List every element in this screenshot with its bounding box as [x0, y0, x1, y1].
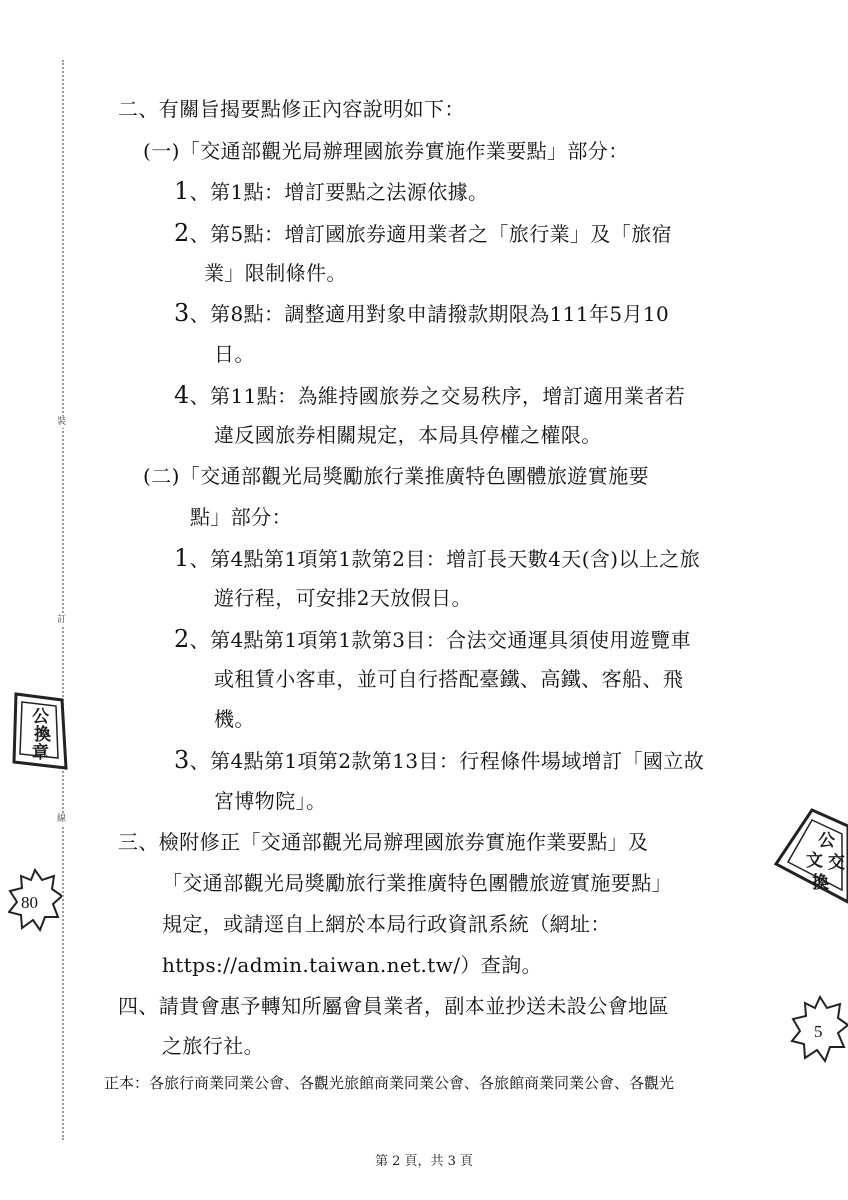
item-text: 、第8點：調整適用對象申請撥款期限為111年5月10: [189, 302, 670, 326]
page-count-gear-right-icon: [790, 995, 848, 1065]
binding-mark-xian: 線: [57, 814, 67, 824]
binding-mark-zhuang: 裝: [57, 417, 67, 427]
section2-heading: 二、有關旨揭要點修正內容說明如下：: [118, 97, 465, 121]
section3-line-1: 三、檢附修正「交通部觀光局辦理國旅券實施作業要點」及: [118, 830, 649, 854]
item-number: 2: [174, 625, 190, 653]
item-number: 1: [174, 177, 190, 205]
item-number: 3: [174, 299, 190, 327]
part1-item-4-cont: 違反國旅券相關規定，本局具停權之權限。: [214, 423, 602, 447]
part1-item-2: [174, 220, 672, 247]
item-text: 、第1點：增訂要點之法源依據。: [189, 180, 489, 204]
item-number: 4: [174, 381, 190, 409]
part1-item-3: [174, 300, 669, 327]
part2-item-2-cont2: 機。: [214, 707, 255, 731]
part2-item-3: [174, 747, 704, 774]
part1-item-3-cont: 日。: [214, 342, 255, 366]
svg-text:換: 換: [812, 873, 829, 893]
page-number: 第 2 頁，共 3 頁: [374, 1154, 474, 1169]
part2-item-2: [174, 626, 691, 653]
svg-text:章: 章: [32, 743, 49, 763]
right-number: 5: [814, 1022, 823, 1041]
part2-item-1: [174, 545, 700, 572]
binding-mark-ding: 訂: [57, 615, 67, 625]
part1-item-4: [174, 382, 685, 409]
section3-line-2: 「交通部觀光局獎勵旅行業推廣特色團體旅遊實施要點」: [162, 871, 672, 895]
part2-heading: (二)「交通部觀光局獎勵旅行業推廣特色團體旅遊實施要: [143, 464, 650, 488]
part2-item-1-cont: 遊行程，可安排2天放假日。: [214, 586, 472, 610]
exchange-seal-right-icon: [772, 806, 848, 906]
svg-text:文: 文: [806, 851, 823, 871]
part1-item-2-cont: 業」限制條件。: [204, 261, 347, 285]
section4-line-1: 四、請貴會惠予轉知所屬會員業者，副本並抄送未設公會地區: [118, 994, 669, 1018]
part1-heading: (一)「交通部觀光局辦理國旅券實施作業要點」部分：: [143, 139, 629, 163]
part1-item-1: [174, 178, 488, 205]
section3-url: https://admin.taiwan.net.tw/）查詢。: [162, 953, 543, 977]
item-text: 、第5點：增訂國旅券適用業者之「旅行業」及「旅宿: [189, 222, 672, 246]
part2-heading-cont: 點」部分：: [190, 505, 292, 529]
svg-text:交: 交: [828, 853, 845, 873]
exchange-seal-left-icon: [10, 690, 68, 774]
binding-dotted-line: [62, 60, 64, 1140]
left-number: 80: [21, 893, 38, 912]
item-text: 、第11點：為維持國旅券之交易秩序，增訂適用業者若: [189, 384, 686, 408]
page-count-gear-left-icon: [8, 868, 62, 934]
cc-recipients: 正本：各旅行商業同業公會、各觀光旅館商業同業公會、各旅館商業同業公會、各觀光: [104, 1074, 675, 1092]
part2-item-2-cont: 或租賃小客車，並可自行搭配臺鐵、高鐵、客船、飛: [214, 667, 684, 691]
svg-text:公: 公: [818, 831, 835, 851]
svg-text:換: 換: [34, 725, 51, 745]
section4-line-2: 之旅行社。: [162, 1034, 264, 1058]
item-number: 1: [174, 544, 190, 572]
svg-text:公: 公: [32, 707, 49, 727]
item-text: 、第4點第1項第1款第3目：合法交通運具須使用遊覽車: [189, 628, 691, 652]
item-text: 、第4點第1項第1款第2目：增訂長天數4天(含)以上之旅: [189, 547, 701, 571]
section3-line-3: 規定，或請逕自上網於本局行政資訊系統（網址：: [162, 912, 611, 936]
item-number: 2: [174, 219, 190, 247]
item-text: 、第4點第1項第2款第13目：行程條件場域增訂「國立故: [189, 749, 705, 773]
item-number: 3: [174, 746, 190, 774]
part2-item-3-cont: 宮博物院」。: [214, 789, 327, 813]
